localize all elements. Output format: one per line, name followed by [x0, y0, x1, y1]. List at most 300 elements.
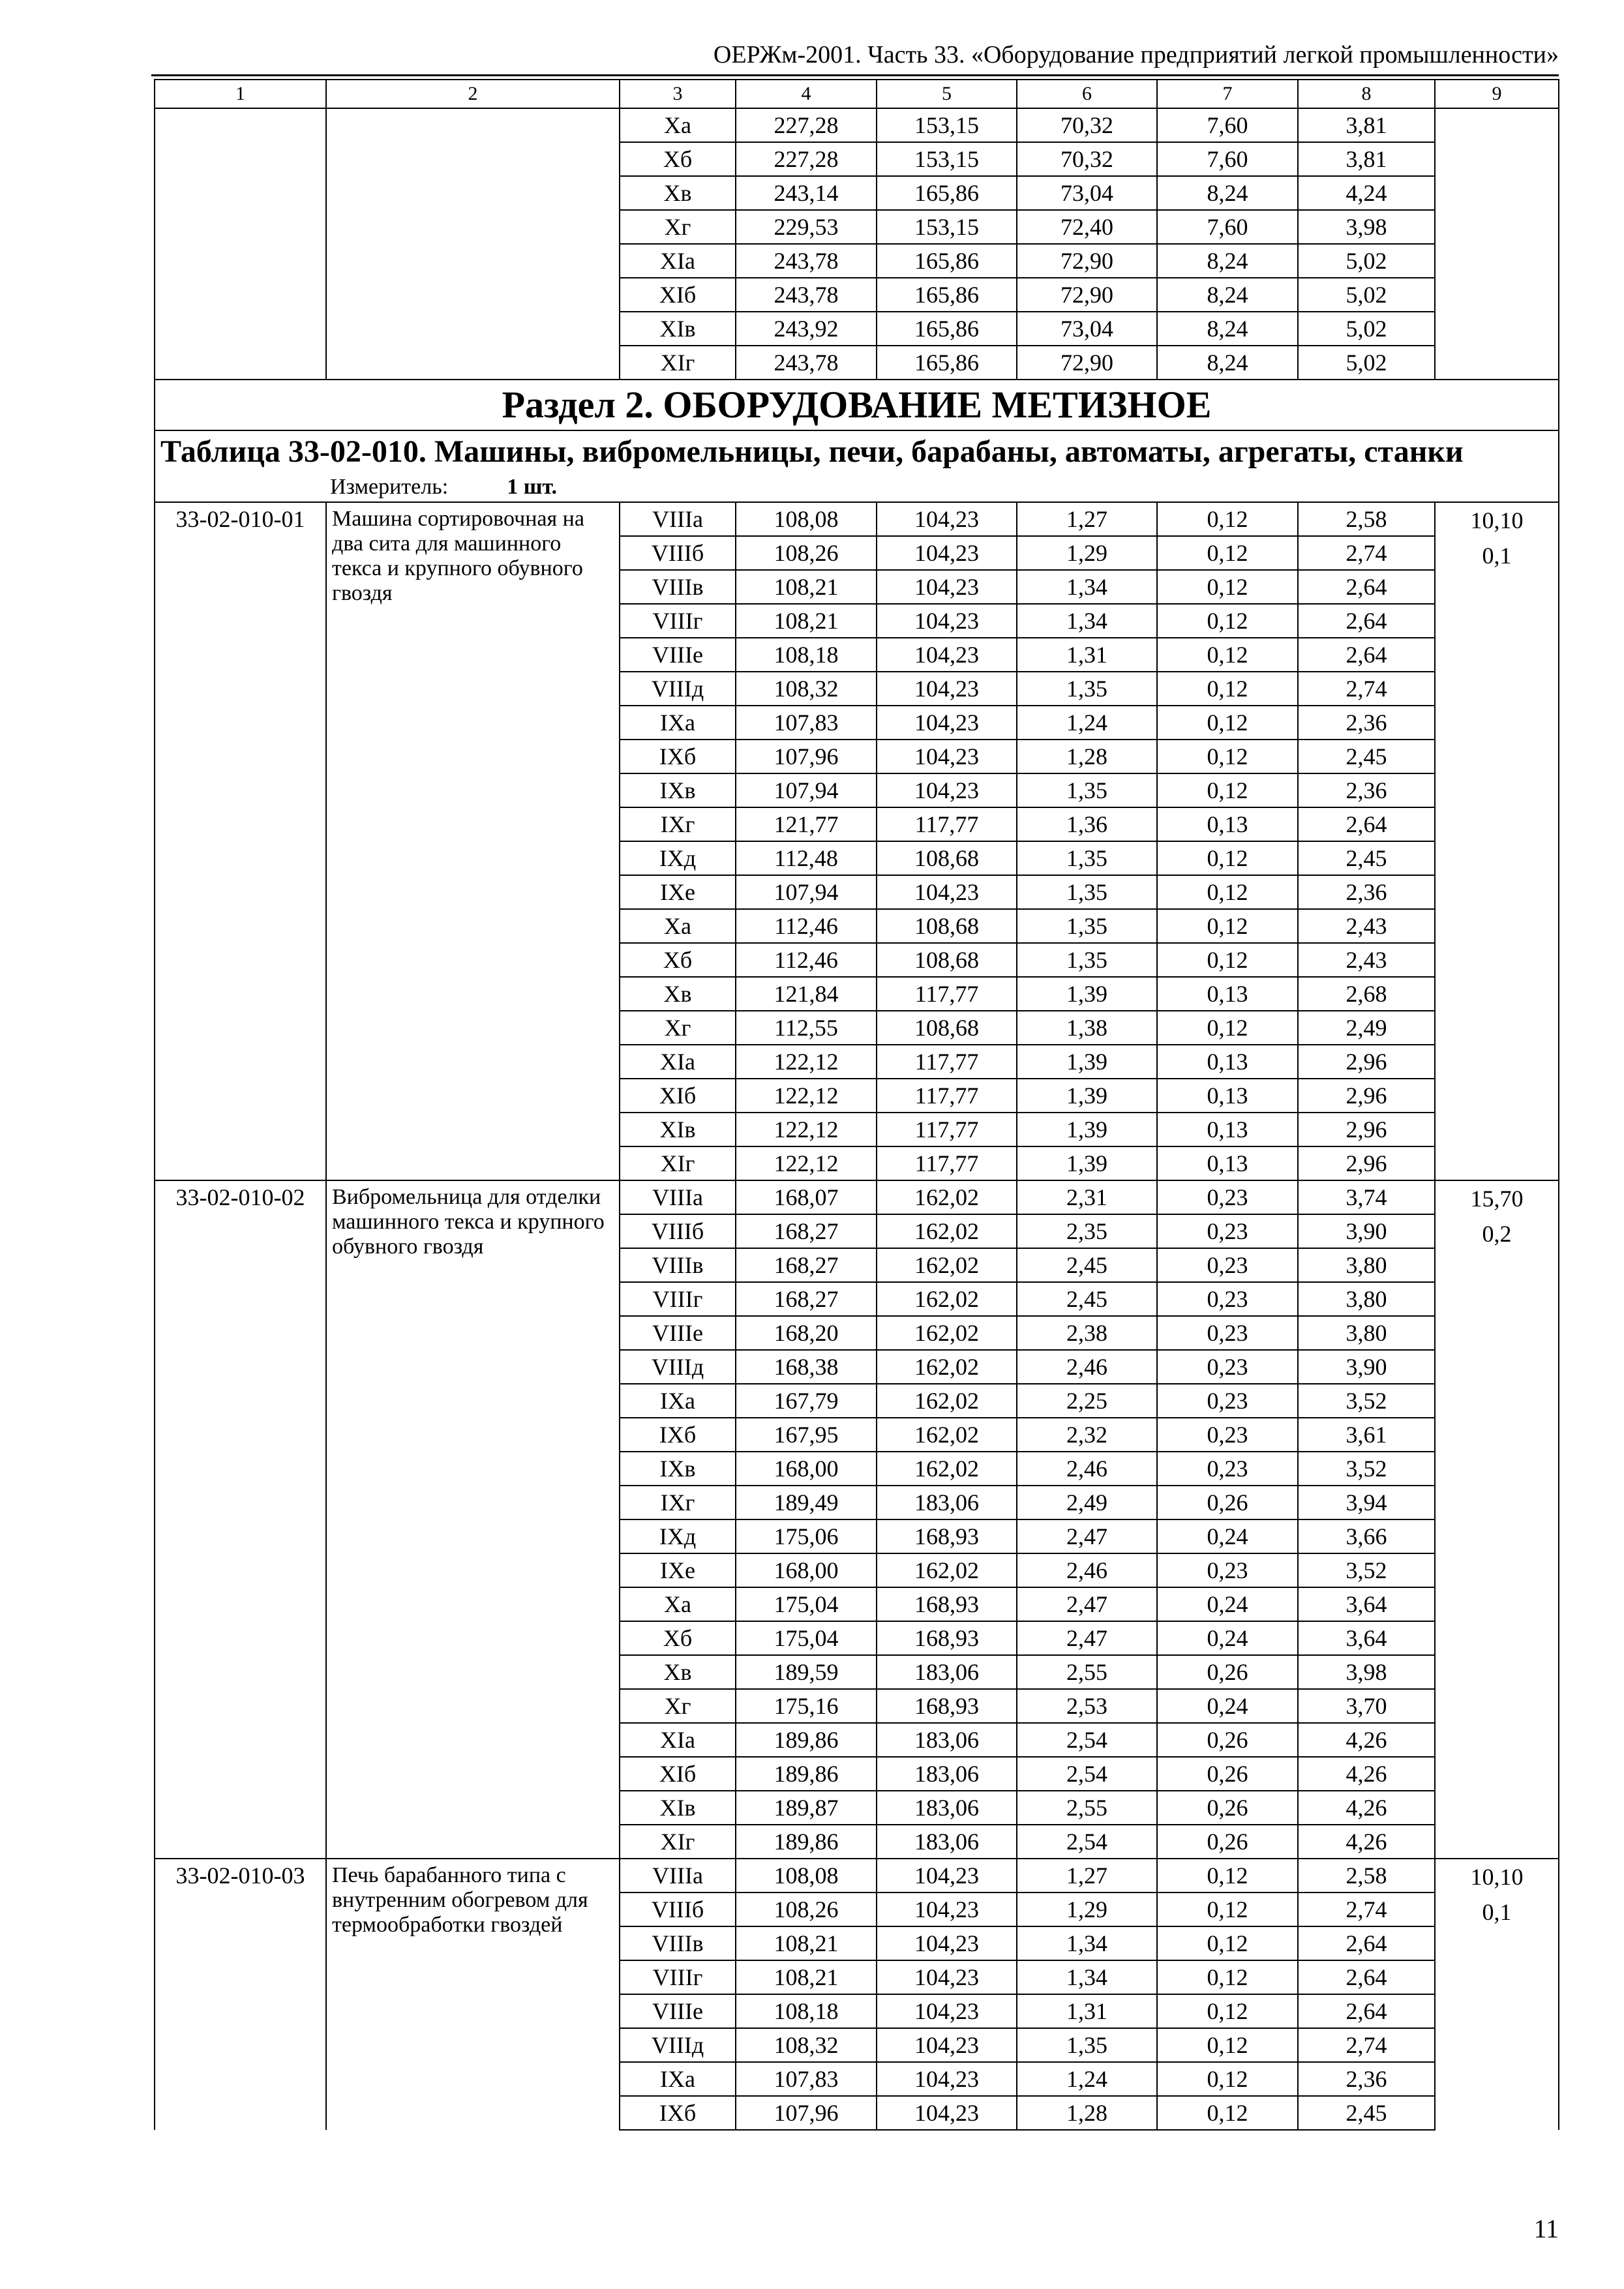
table-cell: 189,49 [736, 1486, 877, 1519]
table-cell: VIIIe [620, 1994, 736, 2028]
table-cell: 175,06 [736, 1519, 877, 1553]
table-cell: 0,26 [1157, 1757, 1298, 1791]
table-cell: 104,23 [877, 875, 1017, 909]
table-row [155, 502, 1559, 536]
table-cell: 108,68 [877, 943, 1017, 977]
table-cell: VIIIг [620, 1960, 736, 1994]
table-cell: 8,24 [1157, 244, 1298, 278]
table-cell: VIIIe [620, 638, 736, 672]
table-cell: 2,54 [1017, 1723, 1157, 1757]
table-cell: 0,12 [1157, 2062, 1298, 2096]
table-cell: 108,18 [736, 638, 877, 672]
table-cell: 0,23 [1157, 1384, 1298, 1418]
table-cell: 0,23 [1157, 1180, 1298, 1214]
table-cell: 73,04 [1017, 176, 1157, 210]
table-cell: 162,02 [877, 1282, 1017, 1316]
table-cell: 107,83 [736, 706, 877, 740]
table-cell: Xб [620, 1621, 736, 1655]
table-cell: 0,23 [1157, 1248, 1298, 1282]
table-cell: 165,86 [877, 346, 1017, 380]
table-cell: 108,68 [877, 841, 1017, 875]
table-cell: 1,29 [1017, 1893, 1157, 1926]
section-title: Раздел 2. ОБОРУДОВАНИЕ МЕТИЗНОЕ [155, 380, 1559, 430]
table-cell: 108,26 [736, 1893, 877, 1926]
column-number: 2 [326, 80, 620, 108]
table-cell: 2,74 [1298, 536, 1435, 570]
table-cell: 1,39 [1017, 1146, 1157, 1180]
table-title: Таблица 33-02-010. Машины, вибромельницы, печи, барабаны, автоматы, агрегаты, станки [155, 430, 1559, 473]
table-cell: 2,64 [1298, 1926, 1435, 1960]
table-cell: 162,02 [877, 1553, 1017, 1587]
table-cell: 1,35 [1017, 943, 1157, 977]
table-cell: XIв [620, 1791, 736, 1825]
item-col9-value: 0,1 [1482, 543, 1512, 569]
item-description: Вибромельница для отделки машинного текса и крупного обувного гвоздя [326, 1180, 620, 1859]
table-cell: 2,96 [1298, 1113, 1435, 1146]
table-cell: 2,55 [1017, 1655, 1157, 1689]
table-cell: 168,93 [877, 1587, 1017, 1621]
table-cell: Xa [620, 108, 736, 142]
table-cell: 2,47 [1017, 1587, 1157, 1621]
table-cell: 2,43 [1298, 909, 1435, 943]
table-cell: 104,23 [877, 2096, 1017, 2130]
table-cell: 107,96 [736, 2096, 877, 2130]
measure-label: Измеритель: [330, 475, 449, 499]
table-cell: 3,66 [1298, 1519, 1435, 1553]
table-cell: IXб [620, 1418, 736, 1452]
table-cell: 1,35 [1017, 875, 1157, 909]
table-cell: 189,59 [736, 1655, 877, 1689]
table-cell: 5,02 [1298, 312, 1435, 346]
table-cell: 72,90 [1017, 244, 1157, 278]
table-cell: 0,12 [1157, 536, 1298, 570]
running-header: ОЕРЖм-2001. Часть 33. «Оборудование предприятий легкой промышленности» [713, 41, 1559, 68]
table-cell: 2,58 [1298, 502, 1435, 536]
table-cell: 1,39 [1017, 1045, 1157, 1079]
table-cell: 175,16 [736, 1689, 877, 1723]
table-cell: XIб [620, 1079, 736, 1113]
column-number: 6 [1017, 80, 1157, 108]
table-cell: 162,02 [877, 1214, 1017, 1248]
table-cell: 168,07 [736, 1180, 877, 1214]
table-cell: 168,00 [736, 1452, 877, 1486]
table-cell: 4,26 [1298, 1757, 1435, 1791]
table-cell: 104,23 [877, 740, 1017, 773]
table-cell: 104,23 [877, 1994, 1017, 2028]
table-cell: XIa [620, 244, 736, 278]
page-number: 11 [1533, 2214, 1559, 2243]
table-cell: 168,27 [736, 1282, 877, 1316]
table-cell: 153,15 [877, 108, 1017, 142]
table-cell: 107,94 [736, 773, 877, 807]
table-cell: 3,80 [1298, 1248, 1435, 1282]
table-cell: 1,35 [1017, 841, 1157, 875]
table-cell: XIг [620, 1146, 736, 1180]
table-cell: 168,93 [877, 1621, 1017, 1655]
table-cell: 2,55 [1017, 1791, 1157, 1825]
table-cell: 189,87 [736, 1791, 877, 1825]
table-cell: 2,36 [1298, 2062, 1435, 2096]
table-cell: 104,23 [877, 502, 1017, 536]
table-cell: 183,06 [877, 1757, 1017, 1791]
table-cell: 2,47 [1017, 1519, 1157, 1553]
table-cell: IXб [620, 2096, 736, 2130]
table-cell: 104,23 [877, 706, 1017, 740]
empty-cell [155, 108, 326, 380]
table-cell: 1,35 [1017, 909, 1157, 943]
item-col9-value: 15,70 [1470, 1186, 1524, 1212]
table-cell: VIIIв [620, 570, 736, 604]
table-cell: 2,64 [1298, 1994, 1435, 2028]
table-cell: Xa [620, 1587, 736, 1621]
table-cell: 8,24 [1157, 346, 1298, 380]
table-cell: 162,02 [877, 1452, 1017, 1486]
table-cell: 3,90 [1298, 1214, 1435, 1248]
table-cell: 168,93 [877, 1689, 1017, 1723]
column-number: 7 [1157, 80, 1298, 108]
table-cell: 2,49 [1298, 1011, 1435, 1045]
table-cell: 168,27 [736, 1248, 877, 1282]
measure-value: 1 шт. [507, 475, 558, 499]
column-number: 8 [1298, 80, 1435, 108]
table-cell: 2,35 [1017, 1214, 1157, 1248]
table-cell: 70,32 [1017, 108, 1157, 142]
table-cell: 112,48 [736, 841, 877, 875]
column-number: 1 [155, 80, 326, 108]
table-cell: 2,46 [1017, 1553, 1157, 1587]
table-cell: 3,81 [1298, 142, 1435, 176]
table-cell: 3,74 [1298, 1180, 1435, 1214]
table-cell: 8,24 [1157, 176, 1298, 210]
section-row [155, 380, 1559, 430]
table-cell: VIIIг [620, 604, 736, 638]
table-cell: 0,26 [1157, 1723, 1298, 1757]
table-cell: 104,23 [877, 2028, 1017, 2062]
table-cell: 2,64 [1298, 604, 1435, 638]
table-cell: 0,23 [1157, 1214, 1298, 1248]
table-cell: 0,24 [1157, 1519, 1298, 1553]
table-cell: 189,86 [736, 1757, 877, 1791]
table-cell: 3,98 [1298, 210, 1435, 244]
table-cell: 3,98 [1298, 1655, 1435, 1689]
table-cell: VIIIa [620, 502, 736, 536]
table-cell: XIa [620, 1723, 736, 1757]
table-cell: 165,86 [877, 312, 1017, 346]
measure-row [155, 473, 1559, 502]
table-cell: Xв [620, 977, 736, 1011]
table-cell: 104,23 [877, 1859, 1017, 1893]
column-numbers-row [155, 80, 1559, 108]
table-cell: 72,90 [1017, 346, 1157, 380]
table-cell: 0,13 [1157, 1146, 1298, 1180]
table-cell: 2,54 [1017, 1757, 1157, 1791]
table-cell: 0,12 [1157, 2028, 1298, 2062]
table-cell: 243,92 [736, 312, 877, 346]
table-cell: 2,64 [1298, 807, 1435, 841]
table-cell: 108,08 [736, 502, 877, 536]
table-cell: 2,45 [1298, 740, 1435, 773]
table-cell: 108,21 [736, 570, 877, 604]
table-cell: 4,26 [1298, 1791, 1435, 1825]
table-cell: 3,52 [1298, 1384, 1435, 1418]
table-cell: 0,23 [1157, 1350, 1298, 1384]
measure-line [155, 473, 1559, 502]
table-cell: 0,24 [1157, 1689, 1298, 1723]
table-cell: 183,06 [877, 1486, 1017, 1519]
table-cell: 73,04 [1017, 312, 1157, 346]
table-cell: 1,24 [1017, 2062, 1157, 2096]
table-cell: 162,02 [877, 1248, 1017, 1282]
item-column-9 [1435, 1859, 1559, 2130]
table-cell: 2,45 [1017, 1248, 1157, 1282]
table-cell: XIa [620, 1045, 736, 1079]
table-cell: Xб [620, 943, 736, 977]
table-cell: 0,26 [1157, 1655, 1298, 1689]
table-cell: 243,78 [736, 244, 877, 278]
table-cell: 1,35 [1017, 773, 1157, 807]
table-cell: 72,40 [1017, 210, 1157, 244]
rates-table [154, 79, 1559, 2131]
column-number: 4 [736, 80, 877, 108]
table-cell: 1,31 [1017, 1994, 1157, 2028]
table-cell: 165,86 [877, 244, 1017, 278]
column-number: 9 [1435, 80, 1559, 108]
table-cell: 243,14 [736, 176, 877, 210]
table-cell: 162,02 [877, 1418, 1017, 1452]
table-cell: Xa [620, 909, 736, 943]
table-cell: 1,31 [1017, 638, 1157, 672]
table-cell: 5,02 [1298, 244, 1435, 278]
table-cell: 2,36 [1298, 706, 1435, 740]
table-cell: 168,20 [736, 1316, 877, 1350]
table-cell: 189,86 [736, 1723, 877, 1757]
table-cell: VIIIa [620, 1180, 736, 1214]
table-cell: 8,24 [1157, 278, 1298, 312]
table-cell: 183,06 [877, 1791, 1017, 1825]
table-cell: 117,77 [877, 1079, 1017, 1113]
table-cell: 121,84 [736, 977, 877, 1011]
table-cell: 0,26 [1157, 1791, 1298, 1825]
table-cell: 0,12 [1157, 909, 1298, 943]
table-cell: 0,26 [1157, 1486, 1298, 1519]
table-cell: IXa [620, 2062, 736, 2096]
table-cell: VIIIд [620, 672, 736, 706]
table-cell: 4,26 [1298, 1825, 1435, 1859]
table-cell: 167,95 [736, 1418, 877, 1452]
table-cell: IXa [620, 1384, 736, 1418]
table-cell: 7,60 [1157, 108, 1298, 142]
table-title-row [155, 430, 1559, 473]
table-cell: 117,77 [877, 1045, 1017, 1079]
table-cell: 104,23 [877, 1893, 1017, 1926]
table-row [155, 108, 1559, 142]
table-cell: 0,12 [1157, 773, 1298, 807]
table-cell: 153,15 [877, 210, 1017, 244]
table-cell: VIIIб [620, 536, 736, 570]
table-cell: 168,00 [736, 1553, 877, 1587]
table-cell: 0,12 [1157, 604, 1298, 638]
table-cell: VIIIв [620, 1248, 736, 1282]
table-cell: IXд [620, 1519, 736, 1553]
table-cell: 2,31 [1017, 1180, 1157, 1214]
item-code: 33-02-010-01 [155, 502, 326, 1180]
table-cell: 0,23 [1157, 1418, 1298, 1452]
table-cell: 3,94 [1298, 1486, 1435, 1519]
table-cell: 108,32 [736, 2028, 877, 2062]
table-cell: 168,27 [736, 1214, 877, 1248]
table-cell: 243,78 [736, 346, 877, 380]
table-cell: 7,60 [1157, 142, 1298, 176]
table-cell: 72,90 [1017, 278, 1157, 312]
table-cell: 7,60 [1157, 210, 1298, 244]
table-cell: 108,68 [877, 909, 1017, 943]
table-cell: 1,39 [1017, 1113, 1157, 1146]
table-cell: 1,27 [1017, 502, 1157, 536]
table-cell: 1,35 [1017, 2028, 1157, 2062]
table-cell: 1,34 [1017, 1926, 1157, 1960]
table-cell: 0,12 [1157, 1859, 1298, 1893]
table-cell: 1,27 [1017, 1859, 1157, 1893]
table-cell: 0,12 [1157, 1926, 1298, 1960]
table-cell: 2,49 [1017, 1486, 1157, 1519]
table-cell: 108,68 [877, 1011, 1017, 1045]
table-cell: 108,32 [736, 672, 877, 706]
table-cell: 104,23 [877, 773, 1017, 807]
table-cell: 165,86 [877, 278, 1017, 312]
table-cell: 0,12 [1157, 1893, 1298, 1926]
table-cell: XIг [620, 346, 736, 380]
empty-cell [326, 108, 620, 380]
table-cell: 0,13 [1157, 1045, 1298, 1079]
table-row [155, 1180, 1559, 1214]
table-cell: 4,26 [1298, 1723, 1435, 1757]
table-cell: 153,15 [877, 142, 1017, 176]
table-cell: 1,28 [1017, 740, 1157, 773]
table-cell: 112,46 [736, 909, 877, 943]
table-cell: IXe [620, 1553, 736, 1587]
table-cell: 2,46 [1017, 1452, 1157, 1486]
table-cell: 1,38 [1017, 1011, 1157, 1045]
table-cell: VIIIв [620, 1926, 736, 1960]
table-cell: 2,32 [1017, 1418, 1157, 1452]
table-cell: XIв [620, 1113, 736, 1146]
table-cell: IXг [620, 1486, 736, 1519]
table-cell: 70,32 [1017, 142, 1157, 176]
table-cell: IXг [620, 807, 736, 841]
rates-table-body [155, 80, 1559, 2130]
table-cell: 104,23 [877, 570, 1017, 604]
table-cell: IXб [620, 740, 736, 773]
table-cell: 104,23 [877, 672, 1017, 706]
table-cell: 243,78 [736, 278, 877, 312]
table-cell: 1,39 [1017, 1079, 1157, 1113]
table-cell: 1,34 [1017, 604, 1157, 638]
table-cell: 107,96 [736, 740, 877, 773]
table-cell: 108,21 [736, 604, 877, 638]
table-cell: 112,46 [736, 943, 877, 977]
table-cell: 3,81 [1298, 108, 1435, 142]
table-cell: 0,13 [1157, 807, 1298, 841]
table-cell: 108,08 [736, 1859, 877, 1893]
table-cell: VIIIг [620, 1282, 736, 1316]
table-cell: 3,70 [1298, 1689, 1435, 1723]
table-cell: 0,23 [1157, 1282, 1298, 1316]
column-number: 3 [620, 80, 736, 108]
table-cell: 3,52 [1298, 1452, 1435, 1486]
table-cell: 0,24 [1157, 1621, 1298, 1655]
table-cell: 108,21 [736, 1926, 877, 1960]
table-cell: 104,23 [877, 1960, 1017, 1994]
table-cell: 0,12 [1157, 570, 1298, 604]
table-cell: 167,79 [736, 1384, 877, 1418]
table-cell: 175,04 [736, 1621, 877, 1655]
table-cell: 122,12 [736, 1146, 877, 1180]
table-cell: VIIIб [620, 1893, 736, 1926]
table-cell: 0,26 [1157, 1825, 1298, 1859]
table-cell: 3,80 [1298, 1316, 1435, 1350]
table-cell: 0,12 [1157, 1011, 1298, 1045]
header-rule [151, 74, 1559, 76]
table-cell: 117,77 [877, 1146, 1017, 1180]
table-cell: 0,12 [1157, 841, 1298, 875]
table-cell: 162,02 [877, 1384, 1017, 1418]
table-cell: 183,06 [877, 1655, 1017, 1689]
table-cell: 1,39 [1017, 977, 1157, 1011]
table-cell: 2,53 [1017, 1689, 1157, 1723]
item-description: Машина сортировочная на два сита для машинного текса и крупного обувного гвоздя [326, 502, 620, 1180]
table-cell: VIIIб [620, 1214, 736, 1248]
table-cell: 108,21 [736, 1960, 877, 1994]
empty-cell [1435, 108, 1559, 380]
table-cell: 8,24 [1157, 312, 1298, 346]
item-column-9 [1435, 1180, 1559, 1859]
table-cell: 0,12 [1157, 638, 1298, 672]
column-number: 5 [877, 80, 1017, 108]
table-cell: Xг [620, 210, 736, 244]
table-cell: 0,12 [1157, 672, 1298, 706]
table-cell: 0,12 [1157, 1960, 1298, 1994]
table-cell: 2,36 [1298, 875, 1435, 909]
table-cell: 108,26 [736, 536, 877, 570]
table-cell: 175,04 [736, 1587, 877, 1621]
table-cell: 1,36 [1017, 807, 1157, 841]
table-cell: 5,02 [1298, 278, 1435, 312]
table-cell: 107,94 [736, 875, 877, 909]
table-cell: 104,23 [877, 2062, 1017, 2096]
table-cell: 3,80 [1298, 1282, 1435, 1316]
table-cell: 2,54 [1017, 1825, 1157, 1859]
table-cell: XIг [620, 1825, 736, 1859]
table-cell: Xв [620, 176, 736, 210]
table-cell: XIв [620, 312, 736, 346]
table-cell: 2,74 [1298, 1893, 1435, 1926]
table-cell: VIIIд [620, 2028, 736, 2062]
table-cell: 0,12 [1157, 1994, 1298, 2028]
table-cell: 104,23 [877, 1926, 1017, 1960]
item-col9-value: 0,2 [1482, 1221, 1512, 1247]
table-cell: 5,02 [1298, 346, 1435, 380]
table-cell: XIб [620, 278, 736, 312]
table-cell: 122,12 [736, 1079, 877, 1113]
table-cell: 0,12 [1157, 706, 1298, 740]
table-cell: 0,13 [1157, 1113, 1298, 1146]
table-cell: 2,64 [1298, 638, 1435, 672]
table-cell: 117,77 [877, 807, 1017, 841]
table-cell: 2,36 [1298, 773, 1435, 807]
table-cell: 162,02 [877, 1316, 1017, 1350]
table-cell: 227,28 [736, 142, 877, 176]
table-cell: 0,24 [1157, 1587, 1298, 1621]
